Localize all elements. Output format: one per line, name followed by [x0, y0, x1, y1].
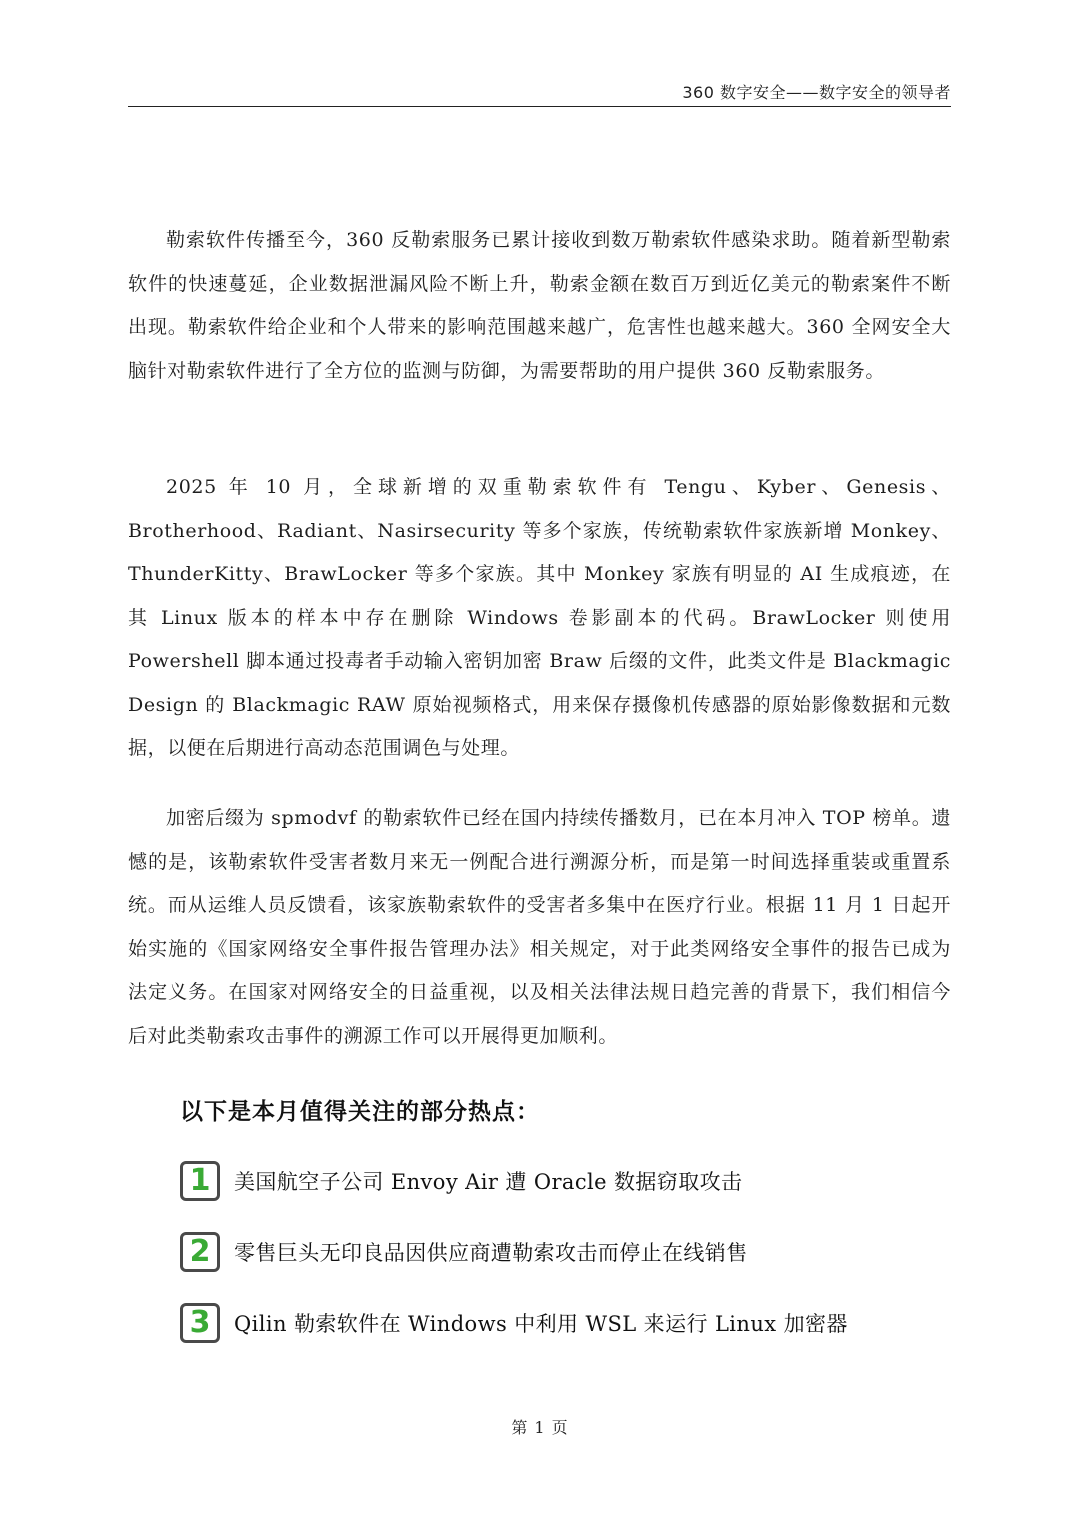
- hotspot-text: 零售巨头无印良品因供应商遭勒索攻击而停止在线销售: [234, 1241, 748, 1265]
- number-badge-icon: [180, 1303, 220, 1343]
- hotspot-item: [180, 1299, 940, 1347]
- hotspot-text: Qilin 勒索软件在 Windows 中利用 WSL 来运行 Linux 加密器: [234, 1312, 848, 1336]
- hotspot-text: 美国航空子公司 Envoy Air 遭 Oracle 数据窃取攻击: [234, 1170, 743, 1194]
- number-badge-icon: [180, 1161, 220, 1201]
- paragraph-spmodvf: 加密后缀为 spmodvf 的勒索软件已经在国内持续传播数月，已在本月冲入 TOP 榜单。遗憾的是，该勒索软件受害者数月来无一例配合进行溯源分析，而是第一时间选择重装或重置系统。而从运维人员反馈看，该家族勒索软件的受害者多集中在医疗行业。根据 11 月 1 日起开始实施的《国家网络安全事件报告管理办法》相关规定，对于此类网络安全事件的报告已成为法定义务。在国家对网络安全的日益重视，以及相关法律法规日趋完善的背景下，我们相信今后对此类勒索攻击事件的溯源工作可以开展得更加顺利。: [128, 807, 951, 1047]
- page-number: 第 1 页: [511, 1418, 569, 1437]
- hotspots-list: [180, 1157, 940, 1370]
- hotspot-item: [180, 1228, 940, 1276]
- hotspot-item: [180, 1157, 940, 1205]
- paragraph-intro: 勒索软件传播至今，360 反勒索服务已累计接收到数万勒索软件感染求助。随着新型勒索软件的快速蔓延，企业数据泄漏风险不断上升，勒索金额在数百万到近亿美元的勒索案件不断出现。勒索软件给企业和个人带来的影响范围越来越广，危害性也越来越大。360 全网安全大脑针对勒索软件进行了全方位的监测与防御，为需要帮助的用户提供 360 反勒索服务。: [128, 229, 951, 382]
- number-badge-icon: [180, 1232, 220, 1272]
- hotspots-title: 以下是本月值得关注的部分热点：: [180, 1098, 540, 1125]
- header-title: 360 数字安全——数字安全的领导者: [682, 83, 951, 102]
- hotspot-number: 1: [189, 1163, 211, 1198]
- hotspot-number: 3: [189, 1305, 211, 1340]
- page-header: [128, 78, 951, 107]
- paragraph-new-families: 2025 年 10 月，全球新增的双重勒索软件有 Tengu、Kyber、Genesis、Brotherhood、Radiant、Nasirsecurity 等多个家族，传统勒索软件家族新增 Monkey、ThunderKitty、BrawLocker 等多个家族。其中 Monkey 家族有明显的 AI 生成痕迹，在其 Linux 版本的样本中存在删除 Windows 卷影副本的代码。BrawLocker 则使用 Powershell 脚本通过投毒者手动输入密钥加密 Braw 后缀的文件，此类文件是 Blackmagic Design 的 Blackmagic RAW 原始视频格式，用来保存摄像机传感器的原始影像数据和元数据，以便在后期进行高动态范围调色与处理。: [128, 476, 951, 759]
- hotspot-number: 2: [189, 1234, 211, 1269]
